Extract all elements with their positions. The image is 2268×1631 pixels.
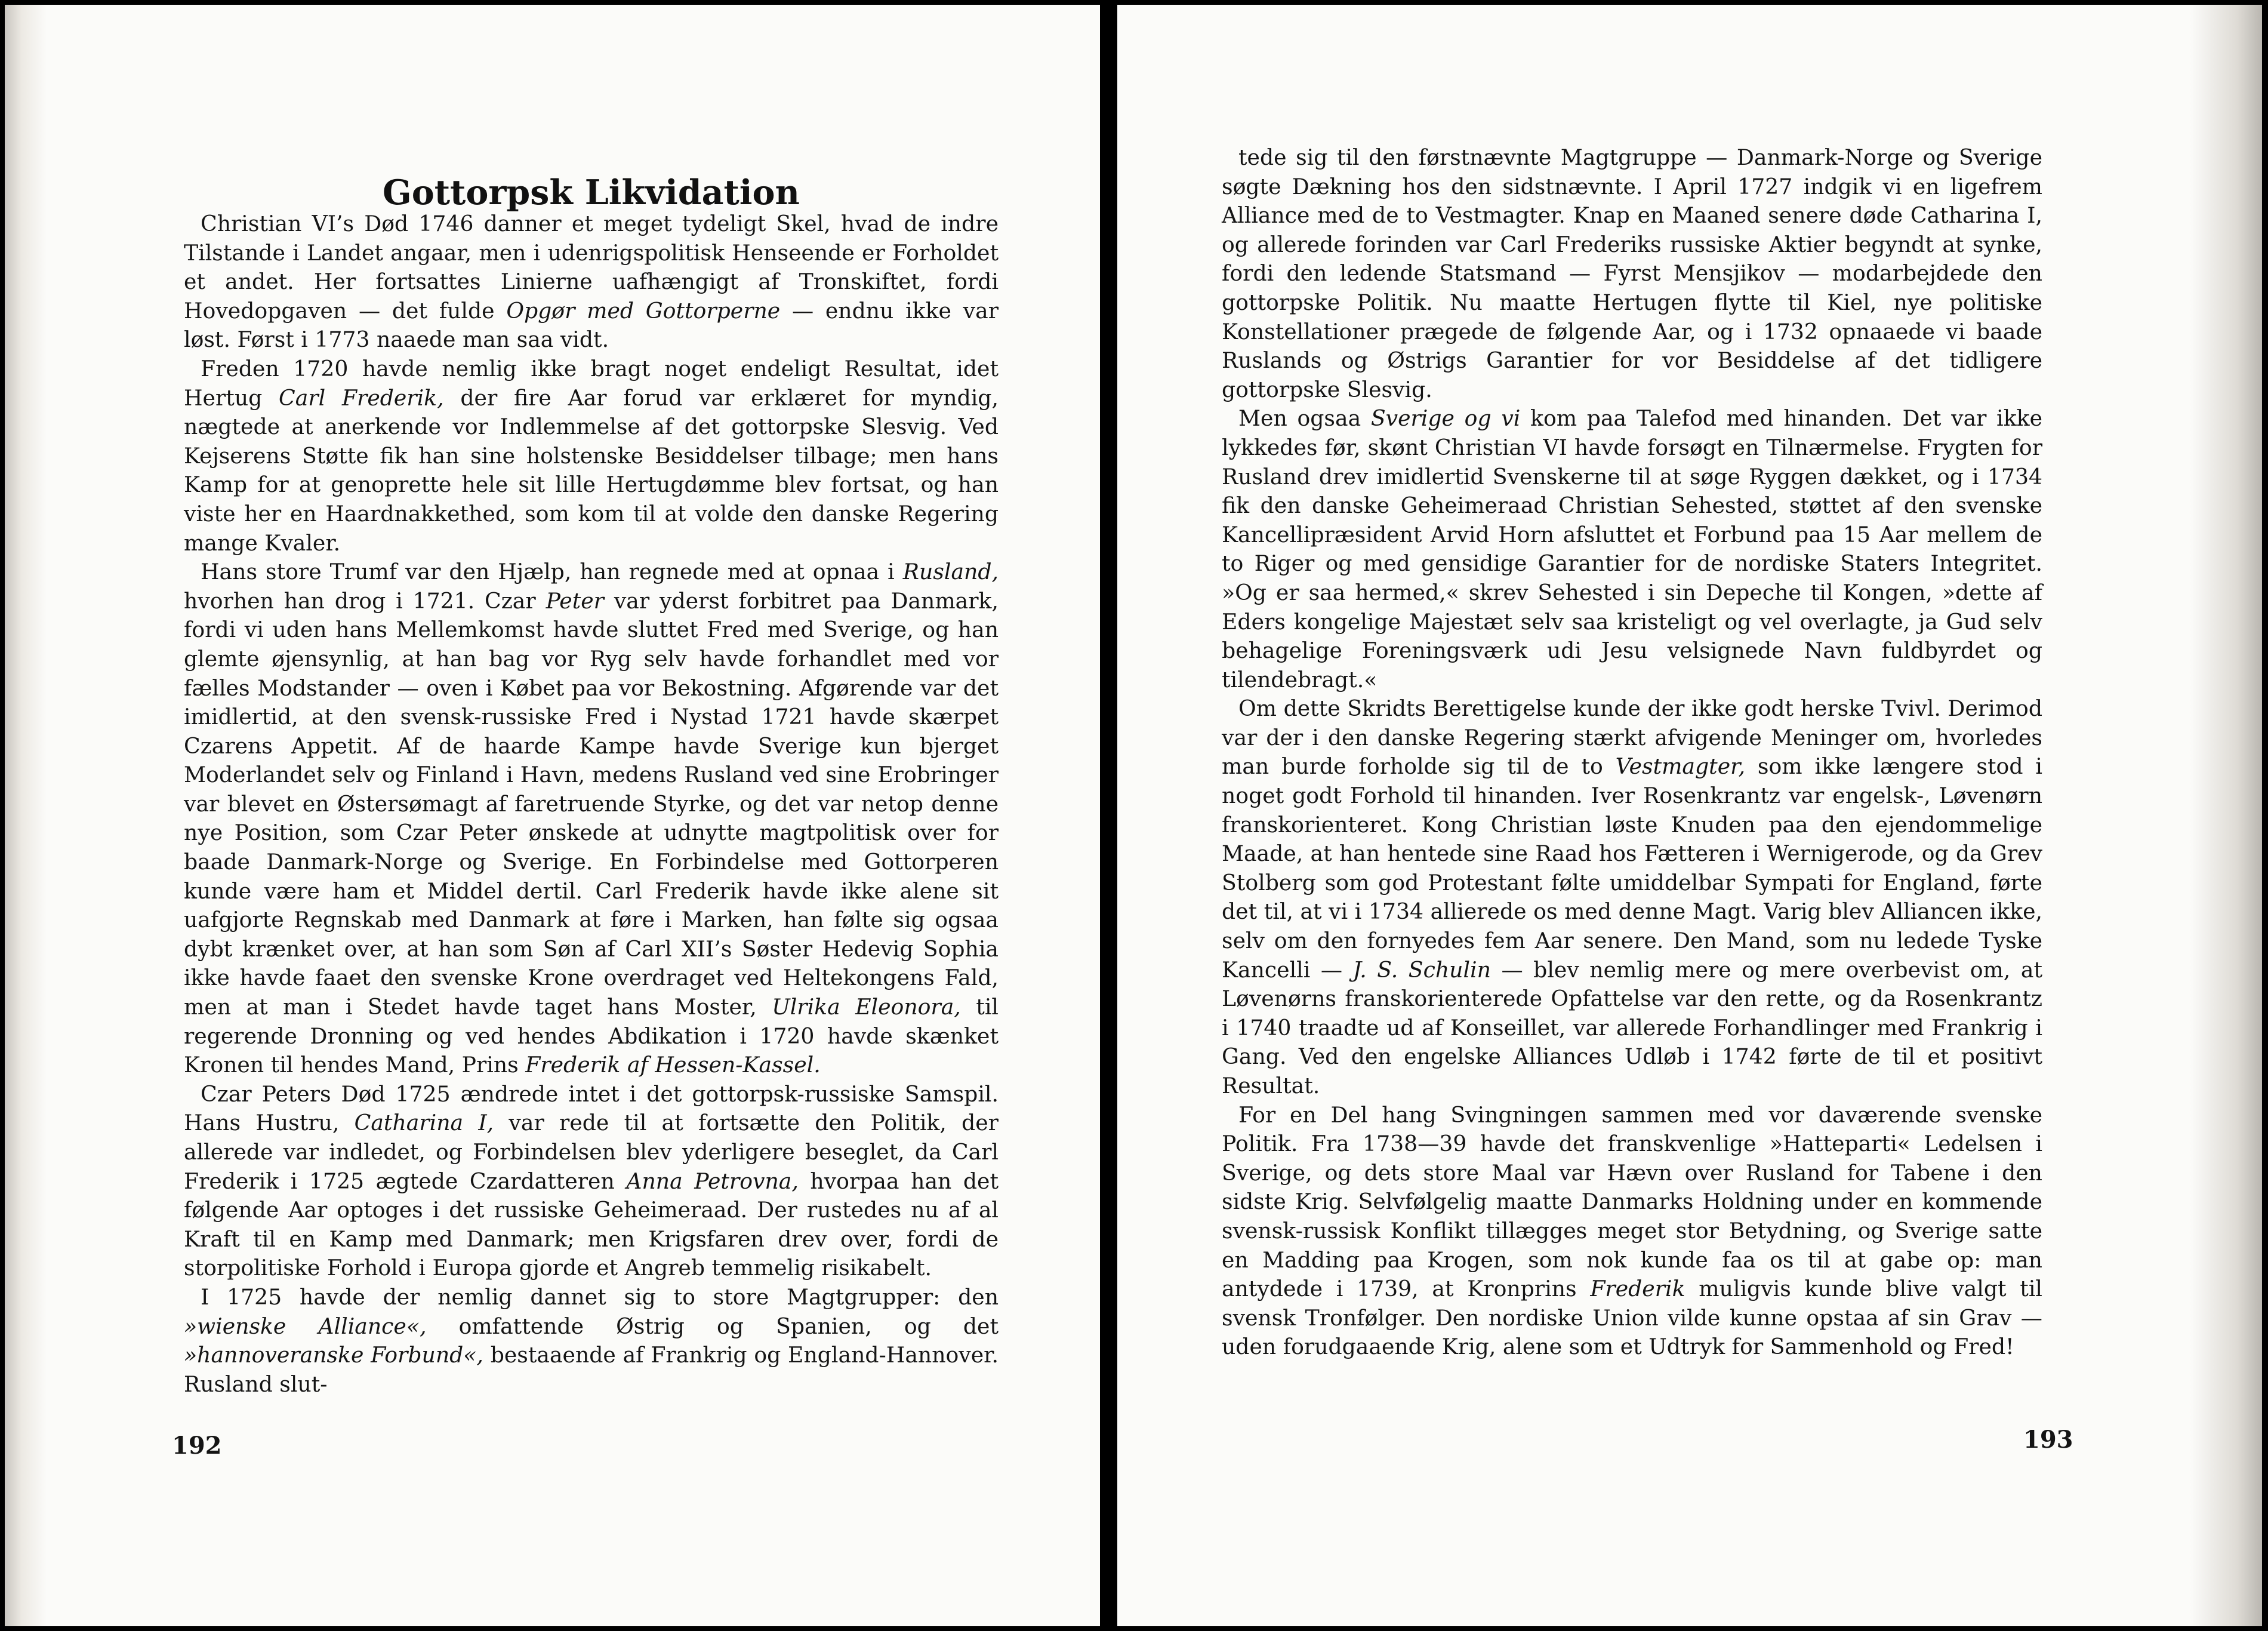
text-run: der fire Aar forud var erklæret for myndig, nægtede at anerkende vor Indlemmelse af det gottorpske Slesvig. Ved Kejserens Støtte fik han sine holstenske Besiddelser tilbage; men hans Kamp for at genoprette hele sit lille Hertugdømme blev fortsat, og han viste her en Haardnakkethed, som kom til at volde den danske Regering mange Kvaler. bbox=[184, 384, 999, 556]
text-run: Hans store Trumf var den Hjælp, han regnede med at opnaa i bbox=[201, 559, 903, 585]
text-run: var rede til at fortsætte den Politik, der allerede var indledet, og Forbindelsen blev yderligere beseglet, da Carl Frederik i 1725 ægtede Czardatteren bbox=[184, 1110, 999, 1194]
left-body-text bbox=[184, 210, 999, 1399]
left-page bbox=[5, 5, 1100, 1626]
right-page bbox=[1117, 5, 2262, 1626]
text-run: I 1725 havde der nemlig dannet sig to store Magtgrupper: den bbox=[201, 1284, 999, 1310]
page-number-left: 192 bbox=[172, 1432, 222, 1460]
italic-text: Frederik af Hessen-Kassel. bbox=[525, 1052, 821, 1078]
body-paragraph bbox=[1222, 694, 2042, 1100]
italic-text: »hannoveranske Forbund«, bbox=[184, 1342, 483, 1368]
text-run: kom paa Talefod med hinanden. Det var ikke lykkedes før, skønt Christian VI havde forsøgt en Tilnærmelse. Frygten for Rusland drev imidlertid Svenskerne til at søge Ryggen dækket, og i 1734 fik den danske Geheimeraad Christian Sehested, støttet af den svenske Kancellipræsident Arvid Horn afsluttet et Forbund paa 15 Aar mellem de to Riger og med gensidige Garantier for de nordiske Staters Integritet. »Og er saa hermed,« skrev Sehested i sin Depeche til Kongen, »dette af Eders kongelige Majestæt selv saa kristeligt og vel overlagte, ja Gud selv behagelige Foreningsværk udi Jesu velsignede Navn fuldbyrdet og tilendebragt.« bbox=[1222, 405, 2043, 693]
text-run: Christian VI’s Død 1746 danner et meget tydeligt Skel, hvad de indre Tilstande i Landet angaar, men i udenrigspolitisk Henseende er Forholdet et andet. Her fortsattes Linierne uafhængigt af Tronskiftet, fordi Hovedopgaven — det fulde bbox=[184, 211, 999, 324]
text-run: til regerende Dronning og ved hendes Abdikation i 1720 havde skænket Kronen til hendes Mand, Prins bbox=[184, 994, 999, 1078]
text-run: som ikke længere stod i noget godt Forhold til hinanden. Iver Rosenkrantz var engelsk-, Løvenørn franskorienteret. Kong Christian løste Knuden paa den ejendommelige Maade, at han hentede sine Raad hos Fætteren i Wernigerode, og da Grev Stolberg som god Protestant følte umiddelbar Sympati for England, førte det til, at vi i 1734 allierede os med denne Magt. Varig blev Alliancen ikke, selv om den fornyedes fem Aar senere. Den Mand, som nu ledede Tyske Kancelli — bbox=[1222, 753, 2042, 983]
text-run: omfattende Østrig og Spanien, og det bbox=[426, 1313, 999, 1339]
text-run: Freden 1720 havde nemlig ikke bragt noget endeligt Resultat, idet Hertug bbox=[184, 355, 999, 411]
italic-text: Peter bbox=[546, 587, 604, 614]
body-paragraph bbox=[1222, 143, 2042, 404]
text-run: Men ogsaa bbox=[1238, 405, 1371, 432]
text-run: var yderst forbitret paa Danmark, fordi vi uden hans Mellemkomst havde sluttet Fred med Sverige, og han glemte øjensynlig, at han bag vor Ryg selv havde forhandlet med vor fælles Modstander — oven i Købet paa vor Bekostning. Afgørende var det imidlertid, at den svensk-russiske Fred i Nystad 1721 havde skærpet Czarens Appetit. Af de haarde Kampe havde Sverige kun bjerget Moderlandet selv og Finland i Havn, medens Rusland ved sine Erobringer var blevet en Østersømagt af faretruende Styrke, og det var netop denne nye Position, som Czar Peter ønskede at udnytte magtpolitisk over for baade Danmark-Norge og Sverige. En Forbindelse med Gottorperen kunde være ham et Middel dertil. Carl Frederik havde ikke alene sit uafgjorte Regnskab med Danmark at føre i Marken, han følte sig ogsaa dybt krænket over, at han som Søn af Carl XII’s Søster Hedevig Sophia ikke havde faaet den svenske Krone overdraget ved Heltekongens Fald, men at man i Stedet havde taget hans Moster, bbox=[184, 587, 999, 1020]
text-run: muligvis kunde blive valgt til svensk Tronfølger. Den nordiske Union vilde kunne opstaa af sin Grav — uden forudgaaende Krig, alene som et Udtryk for Sammenhold og Fred! bbox=[1222, 1276, 2042, 1360]
italic-text: Frederik bbox=[1590, 1276, 1685, 1302]
italic-text: Vestmagter, bbox=[1615, 753, 1745, 780]
chapter-title: Gottorpsk Likvidation bbox=[383, 173, 800, 213]
right-body-text bbox=[1222, 143, 2042, 1362]
body-paragraph bbox=[184, 1080, 999, 1283]
body-paragraph bbox=[184, 210, 999, 355]
body-paragraph bbox=[1222, 1101, 2042, 1362]
text-run: — blev nemlig mere og mere overbevist om, at Løvenørns franskorienterede Opfattelse var den rette, og da Rosenkrantz i 1740 traadte ud af Konseillet, var allerede Forhandlinger med Frankrig i Gang. Ved den engelske Alliances Udløb i 1742 førte de til et positivt Resultat. bbox=[1222, 956, 2042, 1098]
italic-text: J. S. Schulin bbox=[1352, 956, 1491, 983]
text-run: Om dette Skridts Berettigelse kunde der ikke godt herske Tvivl. Derimod var der i den danske Regering stærkt afvigende Meninger om, hvorledes man burde forholde sig til de to bbox=[1222, 696, 2042, 780]
italic-text: Carl Frederik, bbox=[279, 384, 444, 411]
italic-text: Anna Petrovna, bbox=[626, 1168, 799, 1194]
page-number-right: 193 bbox=[2023, 1426, 2073, 1454]
text-run: For en Del hang Svingningen sammen med vor daværende svenske Politik. Fra 1738—39 havde det franskvenlige »Hatteparti« Ledelsen i Sverige, og dets store Maal var Hævn over Rusland for Tabene i den sidste Krig. Selvfølgelig maatte Danmarks Holdning under en kommende svensk-russisk Konflikt tillægges meget stor Betydning, og Sverige satte en Madding paa Krogen, som nok kunde faa os til at gabe op: man antydede i 1739, at Kronprins bbox=[1222, 1101, 2042, 1302]
body-paragraph bbox=[184, 558, 999, 1080]
body-paragraph bbox=[184, 1283, 999, 1399]
italic-text: Sverige og vi bbox=[1370, 405, 1521, 432]
book-gutter bbox=[1100, 5, 1117, 1626]
text-run: Czar Peters Død 1725 ændrede intet i det gottorpsk-russiske Samspil. Hans Hustru, bbox=[184, 1081, 999, 1136]
text-run: hvorpaa han det følgende Aar optoges i det russiske Geheimeraad. Der rustedes nu af al Kraft til en Kamp med Danmark; men Krigsfaren drev over, fordi de storpolitiske Forhold i Europa gjorde et Angreb temmelig risikabelt. bbox=[184, 1168, 999, 1281]
italic-text: »wienske Alliance«, bbox=[184, 1313, 427, 1339]
italic-text: Catharina I, bbox=[354, 1110, 494, 1136]
italic-text: Rusland, bbox=[902, 559, 999, 585]
page-edge-shadow bbox=[5, 5, 47, 1626]
text-run: hvorhen han drog i 1721. Czar bbox=[184, 587, 546, 614]
italic-text: Ulrika Eleonora, bbox=[772, 994, 961, 1020]
page-edge-shadow bbox=[2190, 5, 2262, 1626]
body-paragraph bbox=[184, 355, 999, 558]
text-run: — endnu ikke var løst. Først i 1773 naaede man saa vidt. bbox=[184, 297, 999, 353]
text-run: tede sig til den førstnævnte Magtgruppe — Danmark-Norge og Sverige søgte Dækning hos den sidstnævnte. I April 1727 indgik vi en ligefrem Alliance med de to Vestmagter. Knap en Maaned senere døde Catharina I, og allerede forinden var Carl Frederiks russiske Aktier begyndt at synke, fordi den ledende Statsmand — Fyrst Mensjikov — modarbejdede den gottorpske Politik. Nu maatte Hertugen flytte til Kiel, nye politiske Konstellationer prægede de følgende Aar, og i 1732 opnaaede vi baade Ruslands og Østrigs Garantier for vor Besiddelse af det tidligere gottorpske Slesvig. bbox=[1222, 144, 2042, 402]
body-paragraph bbox=[1222, 404, 2042, 694]
italic-text: Opgør med Gottorperne bbox=[506, 297, 781, 324]
text-run: bestaaende af Frankrig og England-Hannover. Rusland slut- bbox=[184, 1342, 999, 1397]
